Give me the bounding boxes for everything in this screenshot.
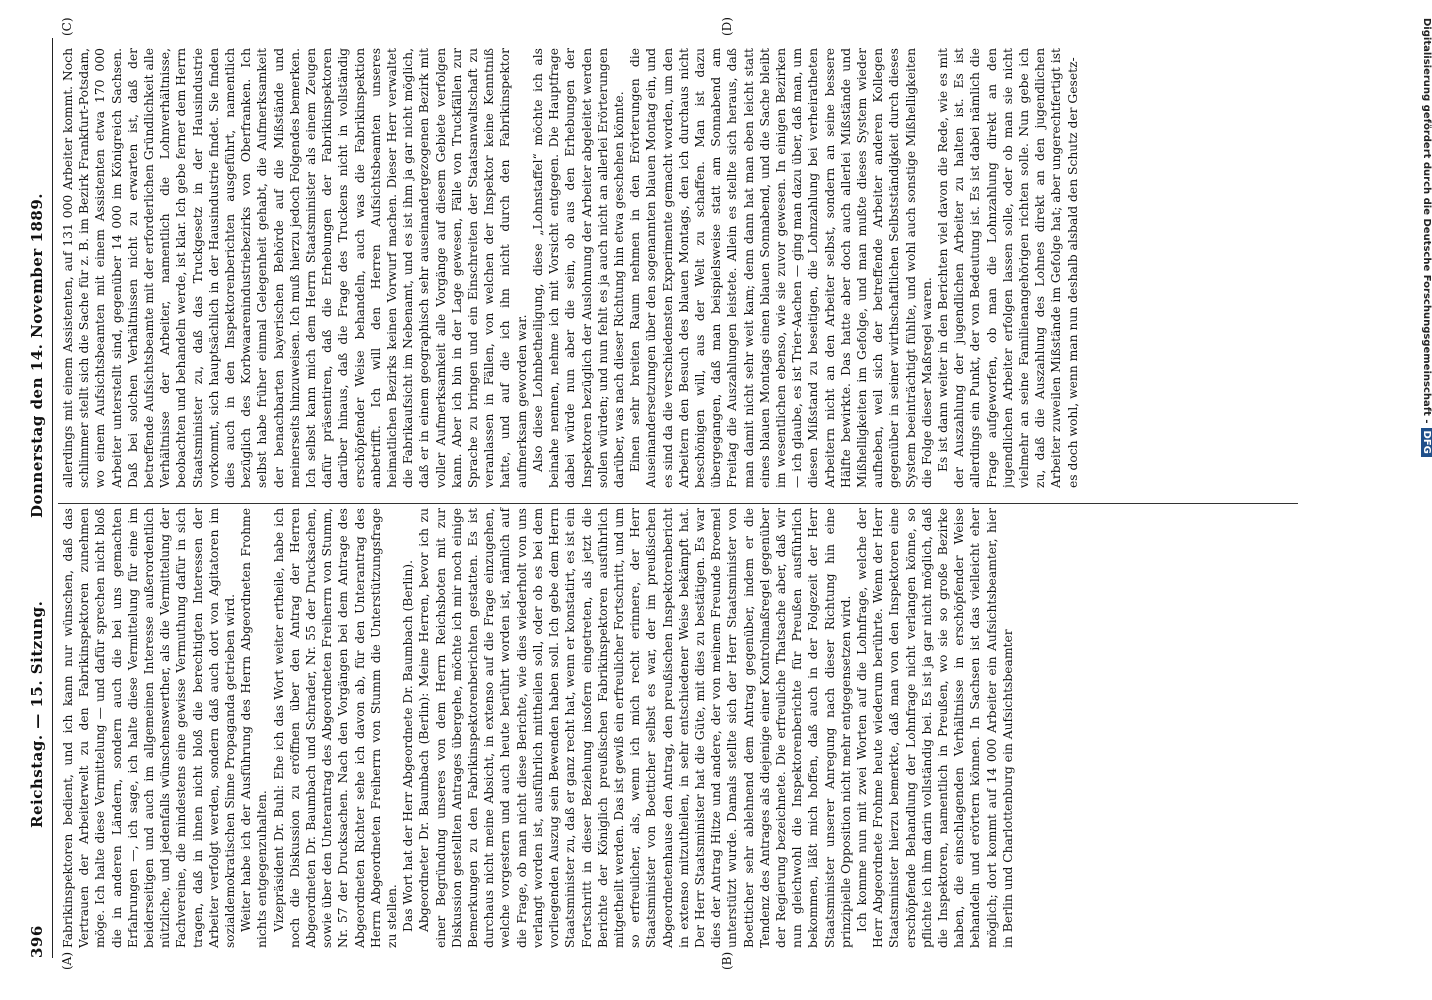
dfg-logo: DFG (1421, 428, 1432, 457)
left-column (60, 508, 1016, 948)
paragraph: Weiter habe ich der Ausführung des Herrn Abgeordneten Frohme nichts entgegenzuhalten. (239, 508, 270, 948)
right-column (60, 48, 1350, 488)
paragraph: allerdings mit einem Assistenten, auf 131 000 Arbeiter kommt. Noch schlimmer stellt sich die Sache für z. B. im Bezirk Frankfurt-Potsdam, wo einem Aufsichtsbeamten mit einem Assistenten etwa 170 000 Arbeiter unterstellt sind, gegenüber 14 000 im Königreich Sachsen. Daß bei solchen Verhältnissen nicht zu erwarten ist, daß der betreffende Aufsichtsbeamte mit der erforderlichen Gründlichkeit alle Verhältnisse der Arbeiter, namentlich die Lohnverhältnisse, beobachten und behandeln werde, ist klar. Ich gebe ferner dem Herrn Staatsminister zu, daß das Truckgesetz in der Hausindustrie vorkommt, sich hauptsächlich in der Hausindustrie findet. Sie finden dies auch in den Inspektorenberichten ausgeführt, namentlich bezüglich des Korbwaarenindustriebezirks von Oberfranken. Ich selbst habe früher einmal Gelegenheit gehabt, die Aufmerksamkeit der benachbarten bayerischen Behörde auf die Mißstände und meinerseits hinzuweisen. Ich muß hierzu jedoch Folgendes bemerken. Ich selbst kann mich dem Herrn Staatsminister als einem Zeugen dafür präsentiren, daß die Erhebungen der Fabrikinspektoren darüber hinaus, daß die Frage des Truckens nicht in vollständig erschöpfender Weise behandeln, auch was die Fabrikinspektion anbetrifft. Ich will den Herren Aufsichtsbeamten unseres heimatlichen Bezirks keinen Vorwurf machen. Dieser Herr verwaltet die Fabrikaufsicht im Nebenamt, und es ist ihm ja gar nicht möglich, daß er in einem geographisch sehr auseinandergezogenen Bezirk mit voller Aufmerksamkeit alle Vorgänge auf diesem Gebiete verfolgen kann. Aber ich bin in der Lage gewesen, Fälle von Truckfällen zur Sprache zu bringen und ein Einschreiten der Staatsanwaltschaft zu veranlassen in Fällen, von welchen der Inspektor keine Kenntniß hatte, und auf die ich ihn nicht durch den Fabrikinspektor aufmerksam geworden war. (61, 48, 529, 488)
page-number: 396 (28, 925, 46, 958)
column-divider (58, 503, 1298, 504)
session-title: Reichstag. — 15. Sitzung. (28, 600, 46, 828)
margin-letter-c: (C) (60, 17, 74, 36)
paragraph: Also diese Lohnbetheiligung, diese „Lohnstaffel“ möchte ich als beinahe nennen, nehme ich mit Vorsicht entgegen. Die Hauptfrage dabei würde nun aber die sein, ob aus den Erhebungen der Inspektoren bezüglich der Auslohnung der Arbeiter abgeleitet werden sollen würden; und nun fehlt es ja auch nicht an allerlei Erörterungen darüber, was nach dieser Richtung hin etwa geschehen könnte. (530, 48, 626, 488)
paragraph: Ich komme nun mit zwei Worten auf die Lohnfrage, welche der Herr Abgeordnete Frohme heute wiederum berührte. Wenn der Herr Staatsminister hierzu bemerkte, daß man von den Inspektoren eine erschöpfende Behandlung der Lohnfrage nicht verlangen könne, so pflichte ich ihm darin vollständig bei. Es ist ja gar nicht möglich, daß die Inspektoren, namentlich in Preußen, wo sie so große Bezirke haben, die einschlagenden Verhältnisse in erschöpfender Weise behandeln und erörtern können. In Sachsen ist das vielleicht eher möglich; dort kommt auf 14 000 Arbeiter ein Aufsichtsbeamter, hier in Berlin und Charlottenburg ein Aufsichtsbeamter (854, 508, 1015, 948)
credit-text: Digitalisierung gefördert durch die Deutsche Forschungsgemeinschaft - (1421, 18, 1432, 424)
paragraph: Einen sehr breiten Raum nehmen in den Erörterungen die Auseinandersetzungen über den sogenannten blauen Montag ein, und es sind da die verschiedensten Experimente gemacht worden, um den Arbeitern den Besuch des blauen Montags, den ich durchaus nicht beschönigen will, aus der Welt zu schaffen. Man ist dazu übergegangen, daß man beispielsweise statt am Sonnabend am Freitag die Auszahlungen leistete. Allein es stellte sich heraus, daß man damit nicht sehr weit kam; denn dann hat man eben leicht statt eines blauen Montags einen blauen Sonnabend, und die Sache bleibt im wesentlichen ebenso, wie sie zuvor gewesen. In einigen Bezirken — ich glaube, es ist Trier-Aachen — ging man dazu über, daß man, um diesen Mißstand zu beseitigen, die Lohnzahlung bei verheiratheten Arbeitern nicht an den Arbeiter selbst, sondern an seine bessere Hälfte bewirkte. Das hatte aber doch auch allerlei Mißstände und Mißhelligkeiten im Gefolge, und man mußte dieses System wieder aufheben, weil sich der betreffende Arbeiter anderen Kollegen gegenüber in seiner wirthschaftlichen Selbstständigkeit durch dieses System beeinträchtigt fühlte, und wohl auch sonstige Mißhelligkeiten die Folge dieser Maßregel waren. (628, 48, 934, 488)
paragraph: Es ist dann weiter in den Berichten viel davon die Rede, wie es mit der Auszahlung der jugendlichen Arbeiter zu halten ist. Es ist allerdings ein Punkt, der von Bedeutung ist. Es ist dabei nämlich die Frage aufgeworfen, ob man die Lohnzahlung direkt an den jugendlichen Arbeiter erfolgen lassen solle, oder ob man sie nicht vielmehr an seine Familienangehörigen richten solle. Nun gebe ich zu, daß die Auszahlung des Lohnes direkt an den jugendlichen Arbeiter zuweilen Mißstände im Gefolge hat; aber ungerechtfertigt ist es doch wohl, wenn man nun deshalb alsbald den Schutz der Gesetz- (935, 48, 1080, 488)
margin-letter-d: (D) (720, 17, 734, 36)
paragraph: Abgeordneter Dr. Baumbach (Berlin): Meine Herren, bevor ich zu einer Begründung unseres von dem Herrn Reichsboten mit zur Diskussion gestellten Antrages übergehe, möchte ich mir noch einige Bemerkungen zu den Fabrikinspektorenberichten gestatten. Es ist durchaus nicht meine Absicht, in extenso auf die Frage einzugehen, welche vorgestern und auch heute berührt worden ist, nämlich auf die Frage, ob man nicht diese Berichte, wie dies wiederholt von uns verlangt worden ist, ausführlich mittheilen soll, oder ob es bei dem vorliegenden Auszug sein Bewenden haben soll. Ich gebe dem Herrn Staatsminister zu, daß er ganz recht hat, wenn er konstatirt, es ist ein Fortschritt in dieser Beziehung insofern eingetreten, als jetzt die Berichte der Königlich preußischen Fabrikinspektoren ausführlich mitgetheilt werden. Das ist gewiß ein erfreulicher Fortschritt, und um so erfreulicher, als, wenn ich mich recht erinnere, der Herr Staatsminister von Boetticher selbst es war, der im preußischen Abgeordnetenhause den Antrag, den preußischen Inspektorenbericht in extenso mitzutheilen, in sehr entschiedener Weise bekämpft hat. Der Herr Staatsminister hat die Güte, mit dies zu bestätigen. Es war dies der Antrag Hitze und andere, der von meinem Freunde Broemel unterstützt wurde. Damals stellte sich der Herr Staatsminister von Boetticher sehr ablehnend dem Antrag gegenüber, indem er die Tendenz des Antrages als diejenige einer Kontrolmaßregel gegenüber der Regierung bezeichnete. Die erfreuliche Thatsache aber, daß wir nun gleichwohl die Inspektorenberichte für Preußen ausführlich bekommen, läßt mich hoffen, daß auch in der Folgezeit der Herr Staatsminister unserer Anregung nach dieser Richtung hin eine prinzipielle Opposition nicht mehr entgegensetzen wird. (417, 508, 853, 948)
header-rule (52, 38, 53, 958)
page-header (28, 24, 50, 958)
paragraph: Fabrikinspektoren bedient, und ich kann nur wünschen, daß das Vertrauen der Arbeiterwelt zu den Fabrikinspektoren zunehmen möge. Ich halte diese Vermittelung — und dafür sprechen nicht bloß die in anderen Ländern, sondern auch die bei uns gemachten Erfahrungen —, ich sage, ich halte diese Vermittelung für eine im beiderseitigen und auch im allgemeinen Interesse außerordentlich nützliche, und jedenfalls wünschenswerther, als die Vermittelung der Fachvereine, die mindestens eine gewisse Vermuthung dafür in sich tragen, daß in ihnen nicht bloß die berechtigten Interessen der Arbeiter verfolgt werden, sondern daß auch dort von Agitatoren im sozialdemokratischen Sinne Propaganda getrieben wird. (61, 508, 238, 948)
margin-letter-b: (B) (720, 951, 734, 970)
session-date: Donnerstag den 14. November 1889. (28, 192, 46, 518)
digitization-credit (1418, 18, 1432, 978)
paragraph: Vizepräsident Dr. Buhl: Ehe ich das Wort weiter ertheile, habe ich noch die Diskussion zu eröffnen über den Antrag der Herren Abgeordneten Dr. Baumbach und Schrader, Nr. 55 der Drucksachen, sowie über den Unterantrag des Abgeordneten Freiherrn von Stumm, Nr. 57 der Drucksachen. Nach den Vorgängen bei dem Antrage des Abgeordneten Richter sehe ich davon ab, für den Unterantrag des Herrn Abgeordneten Freiherrn von Stumm die Unterstützungsfrage zu stellen. (271, 508, 400, 948)
margin-letter-a: (A) (60, 951, 74, 970)
paragraph: Das Wort hat der Herr Abgeordnete Dr. Baumbach (Berlin). (401, 560, 416, 932)
